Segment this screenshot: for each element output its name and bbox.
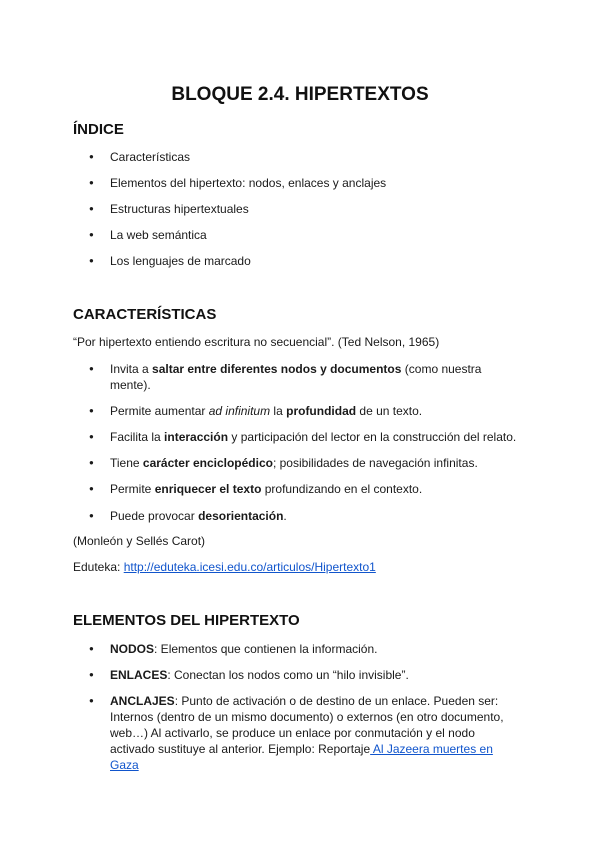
characteristic-item: ● Invita a saltar entre diferentes nodos y documentos (como nuestra mente). (110, 361, 522, 393)
nelson-quote: “Por hipertexto entiendo escritura no secuencial”. (Ted Nelson, 1965) (73, 335, 440, 349)
characteristics-heading: CARACTERÍSTICAS (73, 306, 217, 323)
characteristic-item: ● Permite aumentar ad infinitum la profundidad de un texto. (110, 403, 522, 419)
eduteka-line: Eduteka: http://eduteka.icesi.edu.co/articulos/Hipertexto1 (73, 560, 376, 574)
index-item: ● Elementos del hipertexto: nodos, enlaces y anclajes (110, 175, 522, 191)
index-item: ● Estructuras hipertextuales (110, 201, 522, 217)
elements-heading: ELEMENTOS DEL HIPERTEXTO (73, 612, 300, 629)
element-item-anclajes: ● ANCLAJES: Punto de activación o de destino de un enlace. Pueden ser: Internos (dentro de un mismo documento) o externos (en otro documento, web…) Al activarlo, se produce un enlace por conmutación y el nodo activado sustituye al anterior. Ejemplo: Reportaje Al Jazeera muertes en Gaza (110, 693, 522, 773)
eduteka-link[interactable]: http://eduteka.icesi.edu.co/articulos/Hipertexto1 (123, 560, 376, 574)
characteristic-item: ● Permite enriquecer el texto profundizando en el contexto. (110, 481, 522, 497)
element-item-nodos: ● NODOS: Elementos que contienen la información. (110, 641, 522, 657)
page-title: BLOQUE 2.4. HIPERTEXTOS (171, 84, 429, 105)
characteristic-item: ● Facilita la interacción y participación del lector en la construcción del relato. (110, 429, 522, 445)
characteristic-item: ● Tiene carácter enciclopédico; posibilidades de navegación infinitas. (110, 455, 522, 471)
index-item: ● Características (110, 149, 522, 165)
source-citation: (Monleón y Sellés Carot) (73, 534, 206, 548)
index-item: ● Los lenguajes de marcado (110, 253, 522, 269)
element-item-enlaces: ● ENLACES: Conectan los nodos como un “hilo invisible”. (110, 667, 522, 683)
aljazeera-link[interactable]: Al Jazeera muertes en Gaza (110, 742, 493, 772)
index-heading: ÍNDICE (73, 121, 124, 138)
index-item: ● La web semántica (110, 227, 522, 243)
characteristic-item: ● Puede provocar desorientación. (110, 508, 522, 524)
